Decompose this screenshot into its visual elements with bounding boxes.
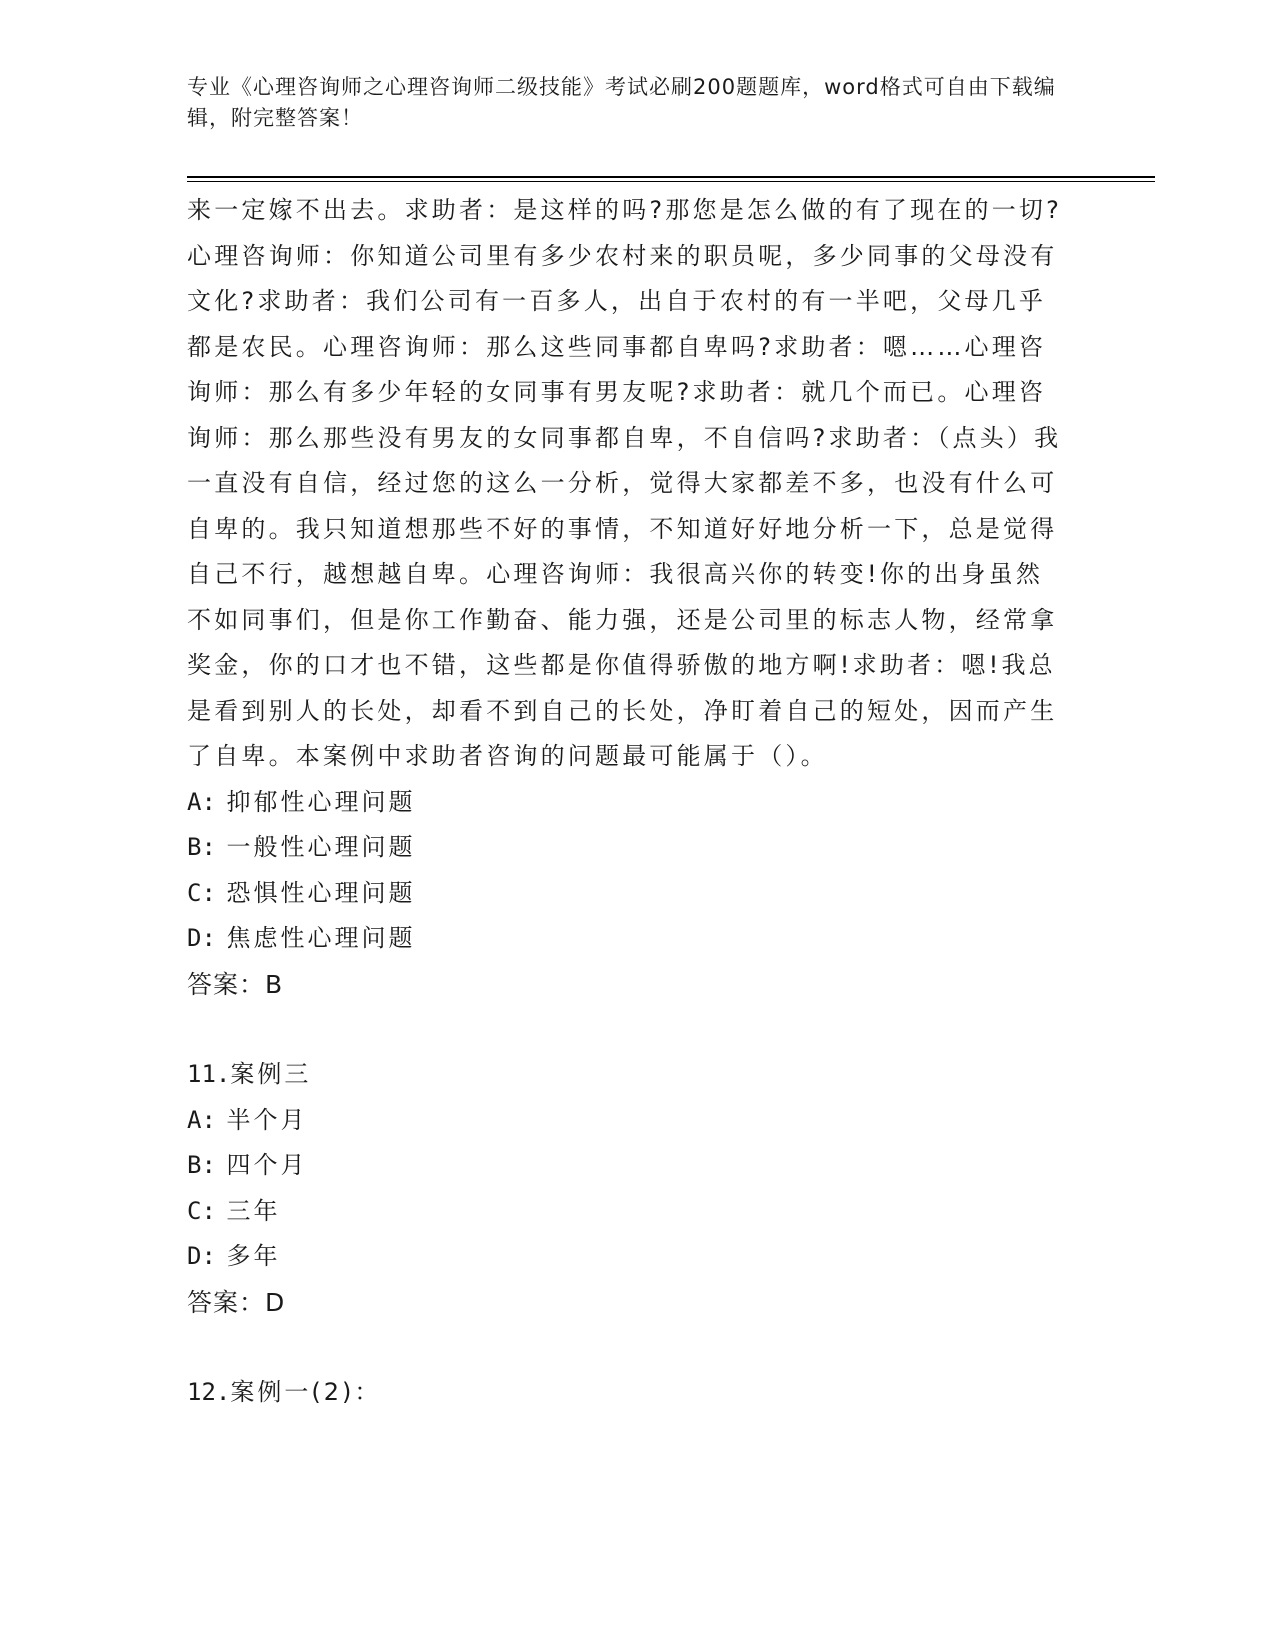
document-body [187, 188, 1087, 1416]
question-10-option-a [187, 780, 1087, 826]
question-11-title [187, 1052, 1087, 1098]
option-letter: D: [187, 924, 216, 952]
header-rule-thick [187, 176, 1155, 178]
spacer [187, 1007, 1087, 1052]
spacer [187, 1325, 1087, 1370]
option-letter: B: [187, 833, 216, 861]
question-11-option-c [187, 1189, 1087, 1235]
option-text: 半个月 [226, 1105, 308, 1134]
option-letter: A: [187, 1105, 216, 1134]
question-10-passage: 来一定嫁不出去。求助者：是这样的吗?那您是怎么做的有了现在的一切?心理咨询师：你知道公司里有多少农村来的职员呢，多少同事的父母没有文化?求助者：我们公司有一百多人，出自于农村的有一半吧，父母几乎都是农民。心理咨询师：那么这些同事都自卑吗?求助者：嗯……心理咨询师：那么有多少年轻的女同事有男友呢?求助者：就几个而已。心理咨询师：那么那些没有男友的女同事都自卑，不自信吗?求助者：（点头）我一直没有自信，经过您的这么一分析，觉得大家都差不多，也没有什么可自卑的。我只知道想那些不好的事情，不知道好好地分析一下，总是觉得自己不行，越想越自卑。心理咨询师：我很高兴你的转变!你的出身虽然不如同事们，但是你工作勤奋、能力强，还是公司里的标志人物，经常拿奖金，你的口才也不错，这些都是你值得骄傲的地方啊!求助者：嗯!我总是看到别人的长处，却看不到自己的长处，净盯着自己的短处，因而产生了自卑。本案例中求助者咨询的问题最可能属于（）。 [187, 196, 1063, 770]
option-text: 抑郁性心理问题 [226, 787, 416, 816]
question-10-option-b [187, 825, 1087, 871]
option-letter: C: [187, 878, 216, 907]
question-title-text: 案例一(2)： [230, 1378, 382, 1406]
question-number: 11. [187, 1060, 231, 1088]
option-letter: C: [187, 1196, 216, 1225]
question-10-answer: 答案：B [187, 969, 284, 999]
option-text: 焦虑性心理问题 [226, 924, 416, 952]
question-11-option-b [187, 1143, 1087, 1189]
option-text: 三年 [226, 1196, 281, 1225]
question-number: 12. [187, 1378, 231, 1406]
question-11-option-d [187, 1234, 1087, 1280]
header-rule-thin [187, 181, 1155, 182]
question-10-option-d [187, 916, 1087, 962]
question-12-title [187, 1370, 1087, 1416]
question-11-answer: 答案：D [187, 1287, 286, 1317]
option-text: 四个月 [226, 1151, 308, 1179]
question-10-option-c [187, 871, 1087, 917]
option-text: 恐惧性心理问题 [226, 878, 416, 907]
question-title-text: 案例三 [230, 1060, 312, 1088]
option-letter: A: [187, 787, 216, 816]
option-letter: B: [187, 1151, 216, 1179]
option-letter: D: [187, 1242, 216, 1270]
question-11-option-a [187, 1098, 1087, 1144]
option-text: 多年 [226, 1242, 281, 1270]
document-header: 专业《心理咨询师之心理咨询师二级技能》考试必刷200题题库，word格式可自由下载编辑，附完整答案！ [187, 75, 1056, 130]
option-text: 一般性心理问题 [226, 833, 416, 861]
